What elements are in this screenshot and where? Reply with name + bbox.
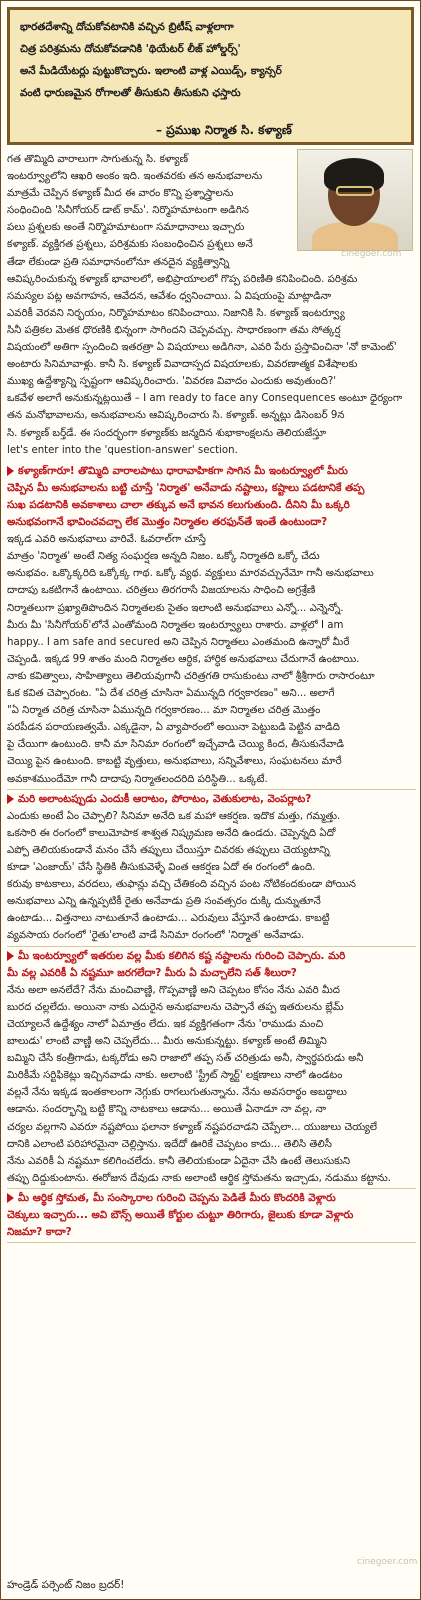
answer-line: నాకు కవిత్వాలు, సాహిత్యాలు తెలియవుగానీ చరిత్రగతి రాసుకుంటు నాలో శ్రీశ్రీగారు రాసారంటూ [7, 670, 375, 682]
answer-line: మాత్రం 'నిర్మాత' అంటే నిత్య సంఘర్షణ అన్నది నిజం. ఒక్కో నిర్మాతది ఒక్కో చేదు [7, 551, 320, 563]
answer-line: ఒకసారి ఈ రంగంలో కాలుమోపాక శాశ్వత నిష్క్రమణ అనేది ఉండదు. చెప్పెన్నది ఏదో [7, 827, 336, 839]
answer-line: నేను ఎవరికీ ఏ నష్టమూ కలిగించలేదు. కానీ తెలియకుండా ఏదైనా చేసి ఉంటే తెలుసుకుని [7, 1155, 351, 1167]
answer-line: వ్యవసాయ రంగంలో 'రైతు'లాంటి వాడే సినిమా రంగంలో 'నిర్మాత' అనేవాడు. [7, 930, 305, 942]
intro-line: పలు ప్రశ్నలకు అంతే నిర్మొహమాటంగా సమాధానాలు ఇచ్చారు [7, 222, 245, 234]
question-block [7, 1190, 353, 1241]
answer-line: కరువు కాటకాలు, వరదలు, తుఫాన్లు వచ్చి చేతికంది వచ్చిన పంట నోటికందకుండా పోయిన [7, 879, 356, 891]
answer-line: మిరికీమే సర్టిఫికెట్లు ఇచ్చినవాడు నాకు. అలాంటి 'స్ట్రీట్ స్మార్ట్' లక్షణాలు నాలో ఉండటం [7, 1070, 343, 1082]
answer-line: నిర్మాతలుగా ప్రఖ్యాతిపొందిన నిర్మాతలకు సైతం ఇలాంటి అనుభవాలు ఎన్నో... ఎన్నెన్నో. [7, 602, 344, 614]
question-line: మరి అలాంటప్పుడు ఎందుకీ ఆరాటం, పోరాటం, వెతుకులాట, వెంపర్లాట? [7, 791, 311, 808]
question-bullet-icon [7, 466, 14, 476]
section-divider [7, 1242, 416, 1243]
answer-line: ఉంటాడు... విత్తనాలు నాటుతూనే ఉంటాడు... ఎరువులు వేస్తూనే ఉంటాడు. కాబట్టి [7, 913, 330, 925]
answer-line: ఓక కవిత చెప్పారంట. "ఏ దేశ చరిత్ర చూసినా ఏమున్నది గర్వకారణం" అని... అలాగే [7, 688, 335, 700]
answer-block [7, 982, 391, 1187]
intro-line: కళ్యాణ్. వ్యక్తిగత ప్రశ్నలు, పరిశ్రమకు సంబంధించిన ప్రశ్నలు అనే [7, 239, 253, 251]
pull-quote-text: భారతదేశాన్ని దోచుకోవటానికి వచ్చిన బ్రిటీష్ వాళ్లలాగా చిత్ర పరిశ్రమను దోచుకోవడానికి 'థియేటర్ లీజ్ హోల్డర్స్' అనే మీడియేటర్లు పుట్టుకొచ్చారు. ఇలాంటి వాళ్ల ఎయిడ్స్, క్యాన్సర్ వంటి ధారుణమైన రోగాలతో తీసుకుని తీసుకుని ఛస్తారు [20, 21, 282, 99]
answer-line: పై చేయిగా ఉంటుంది. కానీ మా సినిమా రంగంలో ఇచ్చేవాడి చెయ్యి కింద, తీసుకునేవాడి [7, 739, 345, 751]
answer-line: తప్పు దిద్దుకుంటాను. ఈరోజున దేవుడు నాకు అలాంటి ఆర్థిక స్తోమతను ఇచ్చాడు, నడుము కట్టాను. [7, 1172, 391, 1184]
answer-line: దానికి ఎలాంటి పరిహారమైనా చెల్లిస్తాను. ఇదేదో ఊరికే చెప్పటం కాదు... తెలిసి తెలిసీ [7, 1138, 332, 1150]
intro-line: ఆవిష్కరించుకున్న కళ్యాణ్ భావాలలో, అభిప్రాయాలలో గొప్ప పరిణితి కనిపించింది. పరిశ్రమ [7, 273, 358, 285]
closing-answer: హండ్రెడ్ పర్సెంట్ నిజం బ్రదర్! [7, 1579, 125, 1591]
section-divider [7, 946, 416, 947]
intro-line: తేడా లేకుండా ప్రతి సమాధానంలోనూ తనదైన వ్యక్తిత్వాన్ని [7, 256, 230, 268]
question-line: సుఖ పడటానికి అవకాశాలు చాలా తక్కువ అనే భావన కలుగుతుంది. దీనిని మీ ఒక్కరి [7, 498, 350, 511]
answer-line: బమ్మిని చేసే కంత్రీగాడు, టక్కరోడు అని రాజాలో తప్ప సత్ చరిత్రుడు అనీ, స్వార్థపరుడు అనీ [7, 1053, 364, 1065]
answer-line: అనుభవాలు ఎన్ని ఉన్నప్పటికీ రైతు అనేవాడు ప్రతి సంవత్సరం దుక్కి దున్నుతూనే [7, 896, 321, 908]
pull-quote-source: – ప్రముఖ నిర్మాత సి. కళ్యాణ్ [156, 123, 292, 137]
question-line: చెప్పిన మీ అనుభవాలను బట్టి చూస్తే 'నిర్మాత' అనేవాడు నష్టాలు, కష్టాలు పడటానికే తప్ప [7, 481, 365, 494]
intro-line: ఇంటర్వ్యూలోని ఆఖరి అంకం ఇది. ఇంతవరకు తన అనుభవాలను [7, 171, 263, 183]
answer-line: బురద చల్లలేదు. అయినా నాకు ఎదురైన అనుభవాలను చెప్పానే తప్ప ఇతరులను బ్లేమ్ [7, 1001, 344, 1013]
intro-line: ఒకవేళ అలాగే అనుకున్నట్లయితే – I am ready to face any Consequences అంటూ ధైర్యంగా [7, 393, 403, 405]
answer-line: పరపీడన పరాయణత్వమే. ఎక్కడైనా, ఏ వ్యాపారంలో అయినా పెట్టుబడి పెట్టిన వాడిది [7, 722, 340, 734]
watermark-text: cinegoer.com [341, 249, 402, 259]
question-line: మీ ఇంటర్వ్యూలో ఇతరుల వల్ల మీకు కలిగిన కష్ట నష్టాలను గురించి చెప్పారు. మరి [7, 948, 345, 965]
answer-line: చర్యల వల్లగాని ఎవరూ నష్టపోయి ఫలానా కళ్యాణ్ నష్టపరచాడని చెప్పేలా... యుజులు చెయ్యలే [7, 1121, 377, 1133]
answer-block [7, 531, 375, 787]
intro-line: సి. కళ్యాణ్ బర్త్‌డే. ఈ సందర్భంగా కళ్యాణ్‌కు జన్మదిన శుభాకాంక్షలను తెలియజేస్తూ [7, 427, 327, 439]
question-block [7, 948, 345, 982]
intro-line: ముఖ్య ఉద్దేశ్యాన్ని స్పష్టంగా ఆవిష్కరించారు. 'వివరణ వివాదం ఎందుకు అవుతుంది?' [7, 376, 337, 388]
question-bullet-icon [7, 1193, 14, 1203]
answer-block [7, 808, 356, 945]
intro-line: సంధించింది 'సినీగోయర్ డాట్ కామ్'. నిర్మొహమాటంగా అడిగిన [7, 205, 249, 217]
pull-quote-box [7, 7, 414, 145]
intro-line: గత తొమ్మిది వారాలుగా సాగుతున్న సి. కళ్యాణ్ [7, 154, 189, 165]
question-bullet-icon [7, 794, 14, 804]
intro-line: సినీ పత్రికల మెతక ధొరణికి భిన్నంగా సాగిందని చెప్పవచ్చు. సాధారణంగా తమ సోత్కర్ష [7, 324, 341, 336]
question-bullet-icon [7, 951, 14, 961]
question-line: కళ్యాణ్‌గారూ! తొమ్మిది వారాలపాటు ధారావాహికగా సాగిన మీ ఇంటర్వ్యూలో మీరు [7, 463, 364, 480]
answer-line: happy.. I am safe and secured అని చెప్పిన నిర్మాతలు ఎంతమంది ఉన్నారో మీరే [7, 636, 350, 648]
question-block [7, 463, 364, 531]
section-divider [7, 1188, 416, 1189]
intro-line: ఎవరికీ వెరవని నిర్భయం, నిర్మొహమాటం కనిపించాయి. నిజానికి సి. కళ్యాణ్ ఇంటర్వ్యూ [7, 307, 345, 319]
answer-line: చెయ్యాలనే ఉద్దేశ్యం నాలో ఏమాత్రం లేదు. ఇక వ్యక్తిగతంగా నేను 'రాముడు మంచి [7, 1018, 324, 1030]
answer-line: ఎందుకు అంటే ఏం చెప్పాలి? సినిమా అనేది ఒక మహా ఆకర్షణ. ఇదొక మత్తు, గమ్మత్తు. [7, 810, 341, 822]
question-line: మీ వల్ల ఎవరికీ ఏ నష్టమూ జరగలేదా? మీరు ఏ మచ్చాలేని సత్ శీలురా? [7, 966, 297, 979]
section-divider [7, 789, 416, 790]
answer-line: బాలుడు' లాంటి వాణ్ణి అని చెప్పలేదు... మీరు అనుకున్నట్టు. కళ్యాణ్ అంటే తిమ్మిని [7, 1036, 327, 1048]
intro-line: సమస్యల పట్ల అవగాహన, ఆవేదన, ఆవేశం ధ్వనించాయి. ఏ విషయంపై మాట్లాడినా [7, 290, 332, 302]
question-block [7, 791, 311, 808]
answer-line: అవకాశముందేమో గానీ దాదాపు నిర్మాతలందరిది పరిస్థితి... ఒక్కటే. [7, 773, 268, 785]
watermark-text: cinegoer.com [357, 1557, 418, 1567]
question-line: చెక్కులు ఇచ్చారు... అవి బౌన్స్ అయితే కోర్టుల చుట్టూ తిరిగారు, జైలుకు కూడా వెళ్లారు [7, 1209, 354, 1222]
answer-line: కూడా 'ఎంజాయ్' చేసే స్థితికి తీసుకువెళ్ళే వింత ఆకర్షణ ఏదో ఈ రంగంలో ఉంది. [7, 862, 316, 874]
answer-line: చెయ్యి పైన ఉంటుంది. కాబట్టి వృత్తులు, అనుభవాలు, సన్నివేశాలు, సంఘటనలు మారే [7, 756, 342, 768]
answer-line: దాదాపు ఒకటిగానే ఉంటాయి. చరిత్రలు తిరగరాసే విజయాలను సాధించి అగ్రశ్రేణి [7, 585, 316, 597]
answer-line: వల్లనే నేను ఇక్కడ ఇంతకాలంగా నెగ్గుకు రాగలుగుతున్నాను. నేను అవసరార్థం అబద్ధాలు [7, 1087, 347, 1099]
answer-line: అనుభవం. ఒక్కొక్కరిది ఒక్కోక్క గాథ. ఒక్కో వ్యథ. వ్యక్తులు మారవచ్చునేమో గానీ అనుభవాలు [7, 568, 374, 580]
answer-line: ఎప్పో తెలియకుండానే మనం చేసే తప్పులు చేయిస్తూ చివరకు తప్పులు చెయ్యటాన్ని [7, 844, 330, 856]
answer-line: ఇక్కడ ఎవరి అనుభవాలు వారివే. ఓవరాల్‌గా చూస్తే [7, 534, 206, 546]
question-line: మీ ఆర్థిక స్తోమత, మీ సంస్కారాల గురించి చెప్పను పెడితే మీరు కొందరికి వెళ్లారు [7, 1190, 353, 1207]
answer-line: చెప్పండి. ఇక్కడ 99 శాతం మంది నిర్మాతల ఆర్ధిక, హార్ధిక అనుభవాలు చేదుగానే ఉంటాయి. [7, 653, 360, 665]
answer-line: "ఏ నిర్మాత చరిత్ర చూసినా ఏమున్నది గర్వకారణం... మా నిర్మాతల చరిత్ర మొత్తం [7, 705, 321, 717]
answer-line: మీరు మీ 'సినీగోయర్'లోనే ఎంతోమంది నిర్మాతల ఇంటర్వ్యూలు రాశారు. వాళ్లలో I am [7, 619, 344, 631]
intro-line: మాత్రమే చెప్పిన కళ్యాణ్ మీద ఈ వారం కొన్ని ప్రశ్నాస్త్రాలను [7, 188, 234, 200]
answer-line: ఆడాను. సందర్భాన్ని బట్టి కొన్ని నాటకాలు ఆడాను... అయితే ఏనాడూ నా వల్ల, నా [7, 1104, 327, 1116]
intro-paragraph [7, 151, 402, 459]
intro-line: let's enter into the 'question-answer' section. [7, 444, 238, 456]
intro-line: అంటారు సినిమావాళ్లు. కానీ సి. కళ్యాణ్ వివాదాస్పద విషయాలకు, వివరణాత్మక విశేషాలకు [7, 359, 358, 371]
intro-line: విషయంలో అతిగా స్పందించి ఇతరత్రా ఏ విషయాలు అడిగినా, ఎవరి పేరు ప్రస్తావించినా 'నో కామెంట్' [7, 342, 397, 354]
question-line: అనుభవంగానే భావించవచ్చా లేక మొత్తం నిర్మాతల తరఫున్‌తే ఇంతే ఉంటుందా? [7, 516, 328, 529]
question-line: నిజమా? కాదా? [7, 1226, 72, 1239]
answer-line: నేను అలా అనలేదే? నేను మంచివాణ్ణి, గొప్పవాణ్ణి అని చెప్పటం కోసం నేను ఎవరి మీద [7, 984, 340, 996]
intro-line: తన మనోభావాలను, అనుభవాలను ఆవిష్కరించారు సి. కళ్యాణ్. అన్నట్లు డిసెంబర్ 9న [7, 410, 345, 422]
